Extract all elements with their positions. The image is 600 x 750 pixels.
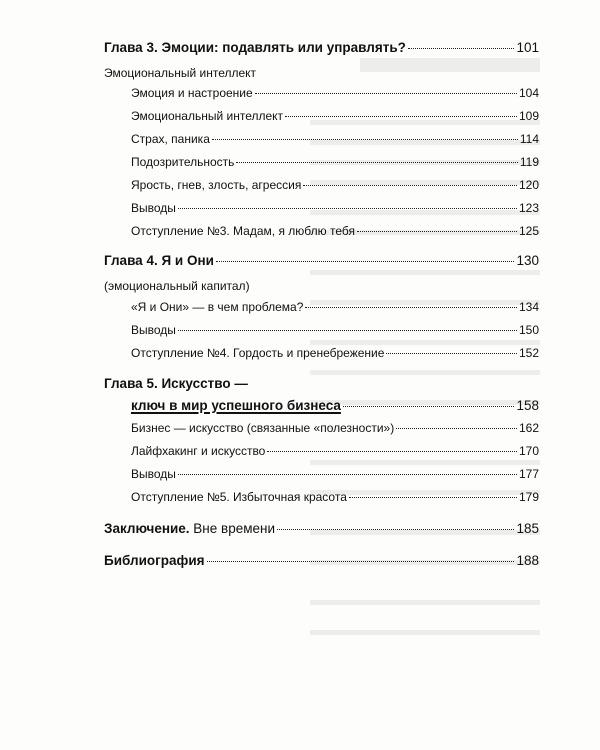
dot-leader: [236, 162, 517, 163]
toc-entry[interactable]: [131, 444, 539, 458]
toc-entry[interactable]: [131, 224, 539, 238]
dot-leader: [267, 451, 517, 452]
toc-entry[interactable]: [131, 155, 539, 169]
toc-entry-chapter-5[interactable]: [131, 398, 539, 413]
chapter-title-continued: ключ в мир успешного бизнеса: [131, 398, 341, 413]
toc-entry-chapter-4[interactable]: [104, 253, 539, 268]
toc-entry[interactable]: [131, 300, 539, 314]
page-number: 179: [518, 490, 539, 504]
page-number: 101: [516, 40, 539, 55]
page-number: 170: [518, 444, 539, 458]
toc-entry[interactable]: [131, 467, 539, 481]
entry-label: Ярость, гнев, злость, агрессия: [131, 178, 302, 192]
entry-label: «Я и Они» — в чем проблема?: [131, 300, 304, 314]
conclusion-title-rest: Вне времени: [189, 521, 275, 536]
toc-entry[interactable]: [131, 201, 539, 215]
toc-entry-bibliography[interactable]: [104, 553, 539, 568]
dot-leader: [357, 231, 517, 232]
entry-label: Страх, паника: [131, 132, 210, 146]
dot-leader: [216, 261, 515, 262]
toc-entry[interactable]: [131, 346, 539, 360]
entry-label: Выводы: [131, 323, 176, 337]
toc-entry-chapter-3[interactable]: [104, 40, 539, 55]
page-number: 158: [516, 398, 539, 413]
page-number: 109: [518, 109, 539, 123]
bibliography-title: Библиография: [104, 553, 205, 568]
chapter-title: Глава 3. Эмоции: подавлять или управлять?: [104, 40, 406, 55]
dot-leader: [349, 497, 517, 498]
toc-entry[interactable]: [131, 490, 539, 504]
page-number: 177: [518, 467, 539, 481]
page-number: 185: [516, 521, 539, 536]
chapter-subtitle: [104, 66, 256, 80]
conclusion-title-bold: Заключение.: [104, 521, 190, 536]
conclusion-title: [104, 521, 275, 536]
chapter-subtitle-text: Эмоциональный интеллект: [104, 66, 257, 80]
page-number: 162: [518, 421, 539, 435]
toc-entry-chapter-5-line-1[interactable]: [104, 376, 248, 391]
dot-leader: [178, 330, 517, 331]
entry-label: Отступление №4. Гордость и пренебрежение: [131, 346, 385, 360]
chapter-subtitle-text: (эмоциональный капитал): [104, 279, 250, 293]
dot-leader: [207, 561, 515, 562]
entry-label: Лайфхакинг и искусство: [131, 444, 266, 458]
toc-entry[interactable]: [131, 178, 539, 192]
page-number: 104: [518, 86, 539, 100]
chapter-title: Глава 4. Я и Они: [104, 253, 214, 268]
dot-leader: [178, 474, 517, 475]
toc-entry[interactable]: [131, 421, 539, 435]
page-number: 125: [518, 224, 539, 238]
dot-leader: [277, 529, 514, 530]
dot-leader: [343, 406, 515, 407]
toc-entry-conclusion[interactable]: [104, 521, 539, 536]
page-number: 119: [519, 155, 539, 169]
dot-leader: [408, 48, 515, 49]
toc-entry[interactable]: [131, 109, 539, 123]
dot-leader: [305, 307, 517, 308]
chapter-subtitle: [104, 279, 250, 293]
page-number: 188: [516, 553, 539, 568]
dot-leader: [255, 93, 517, 94]
entry-label: Отступление №5. Избыточная красота: [131, 490, 347, 504]
page-number: 152: [518, 346, 539, 360]
entry-label: Выводы: [131, 467, 176, 481]
page-number: 120: [518, 178, 539, 192]
entry-label: Бизнес — искусство (связанные «полезности»): [131, 421, 395, 435]
dot-leader: [386, 353, 517, 354]
entry-label: Подозрительность: [131, 155, 235, 169]
toc-entry[interactable]: [131, 132, 539, 146]
dot-leader: [396, 428, 517, 429]
page-number: 130: [516, 253, 539, 268]
entry-label: Выводы: [131, 201, 176, 215]
entry-label: Эмоциональный интеллект: [131, 109, 284, 123]
dot-leader: [285, 116, 517, 117]
chapter-title: Глава 5. Искусство —: [104, 376, 248, 391]
entry-label: Отступление №3. Мадам, я люблю тебя: [131, 224, 355, 238]
page-number: 123: [518, 201, 539, 215]
entry-label: Эмоция и настроение: [131, 86, 253, 100]
dot-leader: [178, 208, 517, 209]
page-number: 134: [518, 300, 539, 314]
toc-entry[interactable]: [131, 323, 539, 337]
dot-leader: [212, 139, 518, 140]
page-number: 150: [518, 323, 539, 337]
page-number: 114: [519, 132, 539, 146]
toc-entry[interactable]: [131, 86, 539, 100]
dot-leader: [303, 185, 517, 186]
